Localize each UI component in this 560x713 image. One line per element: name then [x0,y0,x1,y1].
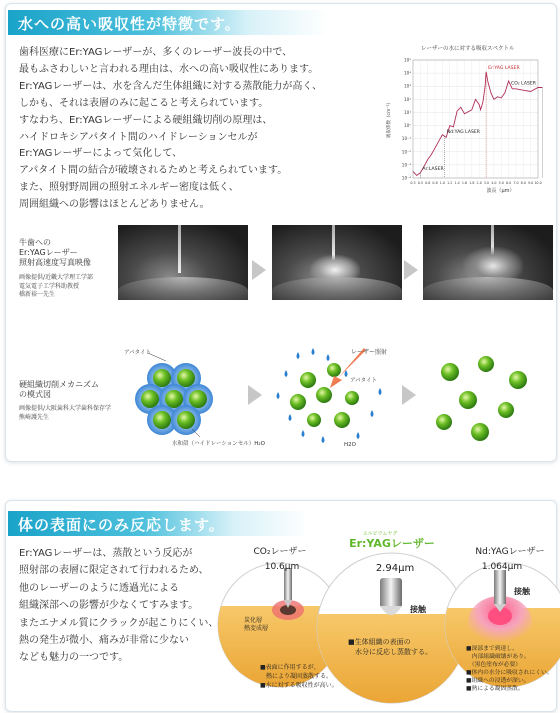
tooth-surface [423,277,553,300]
chart-x-tick-label: 1.6 [461,181,468,185]
nd-note-2: 内部組織破壊があり。 [466,654,530,660]
arrow-icon [404,260,418,280]
co2-name: CO₂レーザー [253,547,307,557]
co2-note-3: ■水に対する吸収性が高い。 [260,682,338,689]
photo-caption-line: 牛歯への [19,238,51,247]
section-absorption-banner [8,10,328,35]
nd-note-1: ■深部まで到達し、 [466,646,518,652]
paragraph-line: すなわち、Er:YAGレーザーによる硬組織切削の原理は、 [19,114,273,126]
chart-x-tick-label: 2.0 [476,181,482,185]
nd-note-4: ■体内の水分に吸収されにくい。 [466,670,553,676]
absorption-paragraph [19,45,322,214]
chart-x-tick-label: 1.8 [469,181,475,185]
photo-caption-line: Er:YAGレーザー [19,248,78,257]
paragraph-line: なども魅力の一つです。 [19,652,129,664]
co2-tag-1: 炭化層 [244,617,263,624]
er-note-2: 水分に反応し蒸散する。 [348,648,432,656]
photo-credit [19,274,93,300]
chart-y-tick-label: 10⁻³ [401,162,411,168]
apatite-cluster [135,363,213,435]
paragraph-line: 歯科医療にEr:YAGレーザーが、多くのレーザー波長の中で、 [19,47,293,58]
chart-y-tick-label: 10⁻² [401,149,411,155]
tooth-surface [272,277,402,300]
apatite-label: アパタイト [124,350,151,356]
er-wavelength: 2.94μm [375,563,415,574]
apatite-cluster-diagram [122,345,265,450]
separated-apatite [436,356,527,441]
high-speed-photo-2 [272,225,402,300]
chart-y-tick-label: 10⁵ [403,57,411,63]
absorption-spectrum-chart [385,42,545,200]
arrow-icon [248,385,262,405]
chart-y-axis-label: 吸収係数（cm⁻¹） [387,99,392,139]
chart-annotation-label: Nd:YAG LASER [446,130,481,136]
tooth-surface [118,277,248,300]
chart-x-tick-label: 4.0 [491,181,497,185]
laser-comparison-diagram [230,530,558,708]
nd-note-5: ■組織への浸透が深い。 [466,678,530,684]
paragraph-line: 周囲組織への影響はほとんどありません。 [19,199,210,211]
paragraph-line: Er:YAGレーザーは、蒸散という反応が [19,548,193,559]
chart-y-tick-label: 10⁻⁴ [401,175,411,181]
co2-wavelength: 10.6μm [264,562,300,572]
high-speed-photo-1 [118,225,248,300]
co2-note-1: ■表面に作用するが、 [260,664,320,671]
chart-x-tick-label: 7.0 [513,181,519,185]
paragraph-line: 熱の発生が微小、痛みが非常に少ない [19,635,189,647]
er-note-1: ■生体組織の表面の [348,638,411,646]
chart-x-tick-label: 0.8 [432,181,438,185]
paragraph-line: 組織深部への影響が少なくてすみます。 [19,600,199,612]
chart-x-tick-label: 5.0 [498,181,504,185]
mechanism-caption [19,380,99,400]
laser-vaporization-diagram [268,340,393,450]
paragraph-line: また、照射野周囲の照射エネルギー密度は低く、 [19,182,239,194]
photo-caption-line: 照射高速度写真映像 [19,258,91,267]
chart-x-axis-label: 波長（μm） [486,188,515,194]
chart-x-tick-label: 6.0 [505,181,512,185]
chart-series-line [413,72,542,176]
chart-x-tick-label: 0.5 [417,181,423,185]
high-speed-photo-3 [423,225,553,300]
dispersed-apatite [290,363,359,428]
chart-annotation-label: Ar:LASER [422,166,444,172]
laser-beam [178,225,181,273]
co2-tag-2: 熱変成層 [244,625,269,632]
chart-x-tick-label: 0.3 [410,181,416,185]
apatite-label: アパタイト [350,378,377,384]
chart-x-tick-label: 1.0 [439,181,446,185]
photo-credit-line: 電気電子工学科助教授 [19,282,80,290]
paragraph-line: ハイドロキシアパタイト間のハイドレーションセルが [19,131,258,143]
paragraph-line: Er:YAGレーザーによって気化して、 [19,148,183,160]
photo-credit-line: 橋新裕一先生 [19,291,56,298]
mechanism-credit-line: 熊崎護先生 [19,413,50,421]
photo-caption [19,238,91,268]
chart-y-tick-label: 10³ [403,83,411,89]
mechanism-caption-line: 硬組織切削メカニズム [19,380,99,389]
chart-annotation-label: CO₂ LASER [511,81,536,87]
chart-x-tick-label: 0.6 [425,181,431,185]
paragraph-line: またエナメル質にクラックが起こりにくい、 [19,617,219,629]
chart-y-tick-label: 10⁻¹ [401,136,411,142]
section-absorption-title: 水への高い吸収性が特徴です。 [18,15,241,33]
chart-annotation-label: Er:YAG LASER [488,65,520,71]
chart-y-tick-label: 10¹ [403,109,411,115]
arrow-icon [252,260,266,280]
chart-x-tick-label: 1.2 [447,181,453,185]
er-ruby: エルビウムヤグ [362,531,398,537]
nd-note-3: （黒色塗布が必要） [466,662,522,668]
chart-x-tick-label: 10.0 [534,181,542,185]
mechanism-caption-line: の模式図 [19,390,51,399]
paragraph-line: アパタイト間の結合が破壊されるためと考えられています。 [19,165,288,177]
paragraph-line: しかも、それは表層のみに起こると考えられています。 [19,97,269,109]
surface-paragraph [19,545,218,667]
nd-note-6: ■熱による凝固蒸散。 [466,686,524,692]
co2-note-2: 熱により凝固蒸散する。 [260,673,333,680]
mechanism-credit-line: 画像提供/大阪歯科大学歯科保存学 [19,405,112,412]
er-name: Er:YAGレーザー [349,537,435,550]
nd-wavelength: 1.064μm [481,562,523,572]
chart-x-tick-label: 8.0 [520,181,526,185]
hydration-label: 水和殻（ハイドレーションセル）H₂O [172,441,265,447]
laser-label: レーザー照射 [351,349,388,356]
chart-y-tick-label: 10² [403,96,411,102]
nd-contact: 接触 [514,587,530,596]
h2o-label: H2O [344,442,356,448]
er-contact: 接触 [410,605,426,614]
nd-name: Nd:YAGレーザー [475,547,545,557]
arrow-icon [402,385,416,405]
chart-frame [413,60,538,178]
mechanism-credit [19,405,111,422]
chart-title: レーザーの水に対する吸収スペクトル [421,46,515,52]
chart-x-tick-label: 1.4 [454,181,460,185]
chart-x-tick-label: 3.0 [483,181,490,185]
section-surface-title: 体の表面にのみ反応します。 [18,516,225,534]
paragraph-line: 照射部の表層に限定されて行われるため、 [19,565,209,577]
chart-y-tick-label: 10⁴ [403,70,411,76]
photo-credit-line: 画像提供/近畿大学理工学部 [19,274,94,281]
separated-apatite-diagram [428,350,538,445]
paragraph-line: 他のレーザーのように透過光による [19,582,179,594]
chart-x-tick-label: 9.0 [528,181,534,185]
paragraph-line: Er:YAGレーザーは、水を含んだ生体組織に対する蒸散能力が高く、 [19,80,323,92]
paragraph-line: 最もふさわしいと言われる理由は、水への高い吸収性にあります。 [19,63,319,75]
chart-y-tick-label: 10⁰ [403,123,411,129]
